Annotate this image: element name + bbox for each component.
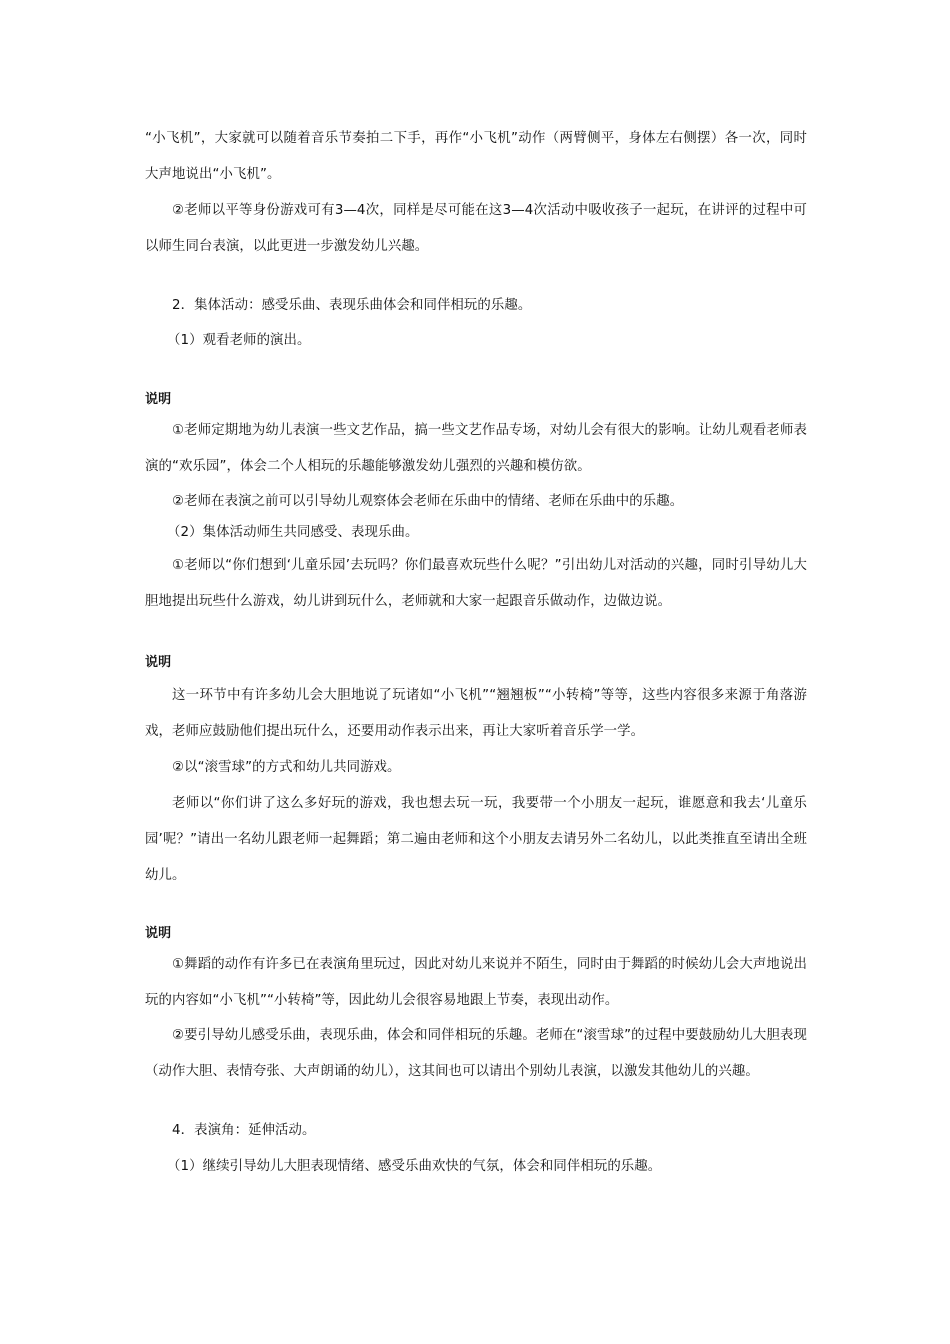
note-heading: 说明 — [145, 655, 172, 670]
section-heading-group-activity: 2．集体活动：感受乐曲、表现乐曲体会和同伴相玩的乐趣。 — [172, 298, 532, 313]
paragraph-dance-familiar: ①舞蹈的动作有许多已在表演角里玩过，因此对幼儿来说并不陌生，同时由于舞蹈的时候幼儿会大声地说出玩的内容如“小飞机”“小转椅”等，因此幼儿会很容易地跟上节奏，表现出动作。 — [145, 957, 807, 1008]
note-heading: 说明 — [145, 392, 172, 407]
subsection-continue-guidance: （1）继续引导幼儿大胆表现情绪、感受乐曲欢快的气氛，体会和同伴相玩的乐趣。 — [167, 1159, 662, 1174]
subsection-watch-performance: （1）观看老师的演出。 — [167, 333, 311, 348]
paragraph-teacher-invites-child: 老师以“你们讲了这么多好玩的游戏，我也想去玩一玩，我要带一个小朋友一起玩，谁愿意和我去‘儿童乐园’呢？”请出一名幼儿跟老师一起舞蹈；第二遍由老师和这个小朋友去请另外二名幼儿，以此类推直至请出全班幼儿。 — [145, 796, 807, 883]
note-heading: 说明 — [145, 926, 172, 941]
subsection-group-feel-music: （2）集体活动师生共同感受、表现乐曲。 — [167, 525, 419, 540]
paragraph-snowball-game: ②以“滚雪球”的方式和幼儿共同游戏。 — [172, 760, 401, 775]
paragraph-teacher-regular-show: ①老师定期地为幼儿表演一些文艺作品，搞一些文艺作品专场，对幼儿会有很大的影响。让幼儿观看老师表演的“欢乐园”，体会二个人相玩的乐趣能够激发幼儿强烈的兴趣和模仿欲。 — [145, 423, 807, 474]
paragraph-guide-observation: ②老师在表演之前可以引导幼儿观察体会老师在乐曲中的情绪、老师在乐曲中的乐趣。 — [172, 494, 684, 509]
paragraph-corner-games: 这一环节中有许多幼儿会大胆地说了玩诸如“小飞机”“翘翘板”“小转椅”等等，这些内容很多来源于角落游戏，老师应鼓励他们提出玩什么，还要用动作表示出来，再让大家听着音乐学一学。 — [145, 688, 807, 739]
paragraph-encourage-expression: ②要引导幼儿感受乐曲，表现乐曲，体会和同伴相玩的乐趣。老师在“滚雪球”的过程中要鼓励幼儿大胆表现（动作大胆、表情夸张、大声朗诵的幼儿），这其间也可以请出个别幼儿表演，以激发其他幼儿的兴趣。 — [145, 1028, 807, 1079]
paragraph-teacher-equal-play: ②老师以平等身份游戏可有3—4次，同样是尽可能在这3—4次活动中吸收孩子一起玩，在讲评的过程中可以师生同台表演，以此更进一步激发幼儿兴趣。 — [145, 203, 807, 254]
paragraph-xiaofeiji-action: “小飞机”，大家就可以随着音乐节奏拍二下手，再作“小飞机”动作（两臂侧平，身体左右侧摆）各一次，同时大声地说出“小飞机”。 — [145, 131, 807, 182]
section-heading-performance-corner: 4．表演角：延伸活动。 — [172, 1123, 316, 1138]
paragraph-childrens-park-question: ①老师以“你们想到‘儿童乐园’去玩吗？你们最喜欢玩些什么呢？”引出幼儿对活动的兴趣，同时引导幼儿大胆地提出玩些什么游戏，幼儿讲到玩什么，老师就和大家一起跟音乐做动作，边做边说。 — [145, 558, 807, 609]
